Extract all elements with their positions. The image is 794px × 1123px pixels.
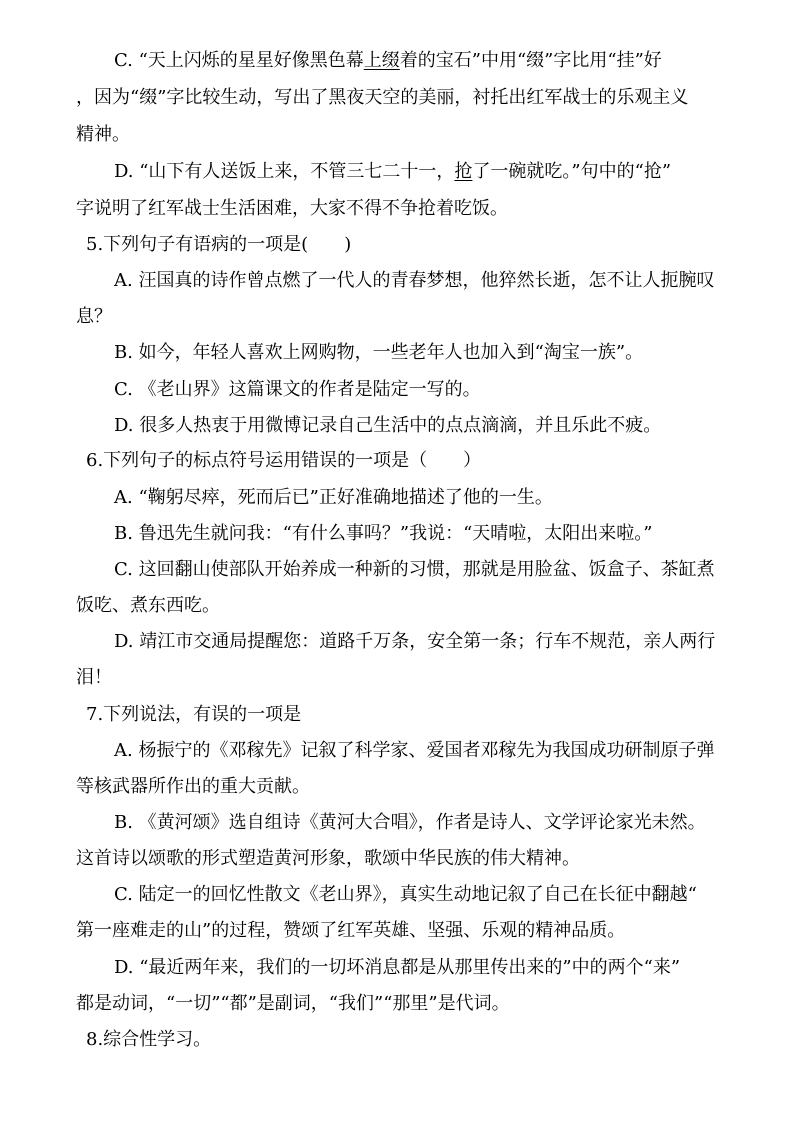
q4-option-d-line1 (0, 153, 794, 190)
q4-option-c-line3: 精神。 (76, 124, 130, 145)
q7-option-b-line2: 这首诗以颂歌的形式塑造黄河形象，歌颂中华民族的伟大精神。 (76, 848, 580, 869)
q6-option-d-line2: 泪！ (76, 667, 112, 688)
q7-option-c-line2: 第一座难走的山”的过程，赞颂了红军英雄、坚强、乐观的精神品质。 (76, 920, 626, 941)
text-run: 着的宝石”中用“缀”字比用“挂”好 (399, 50, 662, 71)
q7-option-b-line1: B. 《黄河颂》选自组诗《黄河大合唱》，作者是诗人、文学评论家光未然。 (114, 812, 706, 833)
q5-option-b: B. 如今，年轻人喜欢上网购物，一些老年人也加入到“淘宝一族”。 (114, 342, 644, 363)
q5-option-c: C. 《老山界》这篇课文的作者是陆定一写的。 (114, 379, 481, 400)
text-run: C. “天上闪烁的星星好像黑色幕 (114, 50, 364, 71)
question-7-title: 7.下列说法，有误的一项是 (86, 704, 302, 725)
q6-option-c-line2: 饭吃、煮东西吃。 (76, 595, 220, 616)
q7-option-c-line1: C. 陆定一的回忆性散文《老山界》，真实生动地记叙了自己在长征中翻越“ (114, 884, 697, 905)
q7-option-d-line1: D. “最近两年来，我们的一切坏消息都是从那里传出来的”中的两个“来” (114, 957, 681, 978)
underlined-word: 抢 (454, 161, 473, 182)
q4-option-c-line2: ，因为“缀”字比较生动，写出了黑夜天空的美丽，衬托出红军战士的乐观主义 (76, 87, 689, 108)
text-run: 了一碗就吃。”句中的“抢” (472, 161, 672, 182)
q5-option-a-line1: A. 汪国真的诗作曾点燃了一代人的青春梦想，他猝然长逝，怎不让人扼腕叹 (114, 270, 715, 291)
q6-option-d-line1: D. 靖江市交通局提醒您：道路千万条，安全第一条；行车不规范，亲人两行 (114, 631, 716, 652)
q6-option-b: B. 鲁迅先生就问我：“有什么事吗？”我说：“天晴啦，太阳出来啦。” (114, 523, 653, 544)
q6-option-a: A. “鞠躬尽瘁，死而后已”正好准确地描述了他的一生。 (114, 487, 553, 508)
text-run: D. “山下有人送饭上来，不管三七二十一， (114, 161, 455, 182)
q5-option-a-line2: 息？ (76, 306, 112, 327)
q6-option-c-line1: C. 这回翻山使部队开始养成一种新的习惯，那就是用脸盆、饭盒子、茶缸煮 (114, 559, 715, 580)
q4-option-d-line2: 字说明了红军战士生活困难，大家不得不争抢着吃饭。 (76, 198, 508, 219)
underlined-word: 上缀 (363, 50, 400, 71)
question-5-title: 5.下列句子有语病的一项是( ) (86, 234, 352, 255)
q5-option-d: D. 很多人热衷于用微博记录自己生活中的点点滴滴，并且乐此不疲。 (114, 415, 662, 436)
question-6-title: 6.下列句子的标点符号运用错误的一项是（ ） (86, 450, 482, 471)
q7-option-a-line1: A. 杨振宁的《邓稼先》记叙了科学家、爱国者邓稼先为我国成功研制原子弹 (114, 740, 715, 761)
question-8-title: 8.综合性学习。 (86, 1029, 212, 1050)
q7-option-d-line2: 都是动词，“一切”“都”是副词，“我们”“那里”是代词。 (76, 993, 510, 1014)
q4-option-c-line1 (0, 42, 794, 79)
q7-option-a-line2: 等核武器所作出的重大贡献。 (76, 776, 310, 797)
